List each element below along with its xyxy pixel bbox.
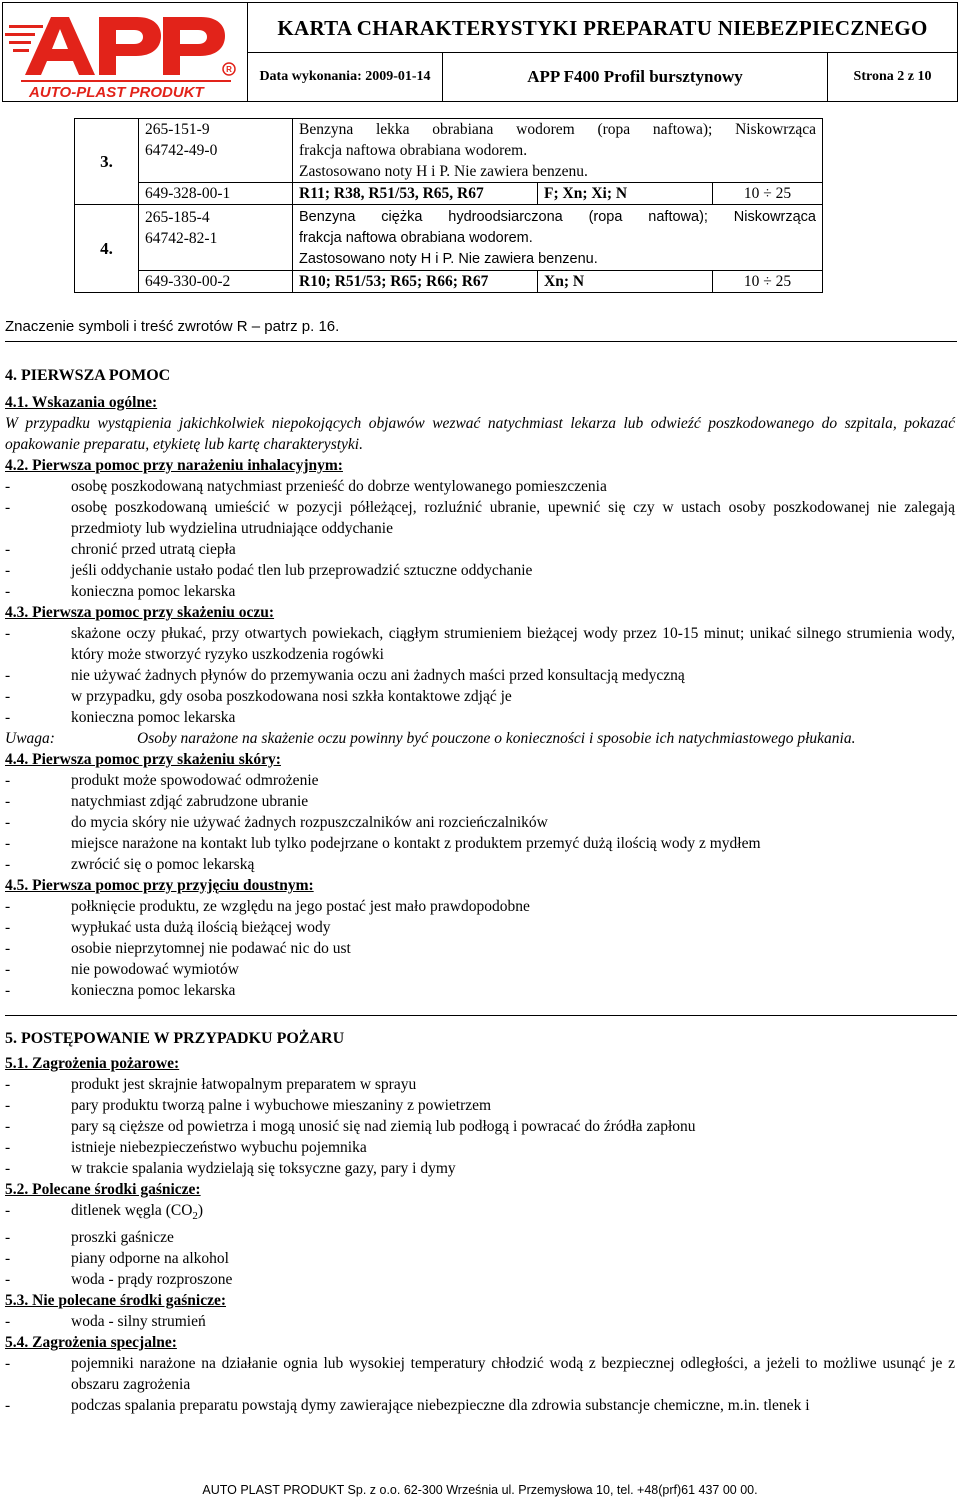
r-phrases: R11; R38, R51/53, R65, R67 bbox=[293, 183, 538, 205]
section-4-4-heading: 4.4. Pierwsza pomoc przy skażeniu skóry: bbox=[5, 751, 281, 768]
section-5-1-list bbox=[5, 1074, 955, 1179]
list-item: - woda - prądy rozproszone bbox=[5, 1271, 233, 1289]
section-5-title: 5. POSTĘPOWANIE W PRZYPADKU POŻARU bbox=[5, 1030, 345, 1047]
list-item: - osobie nieprzytomnej nie podawać nic do ust bbox=[5, 940, 351, 957]
list-item: - w przypadku, gdy osoba poszkodowana nosi szkła kontaktowe zdjąć je bbox=[5, 688, 512, 705]
list-item: - produkt jest skrajnie łatwopalnym preparatem w sprayu bbox=[5, 1076, 417, 1093]
list-item: - istnieje niebezpieczeństwo wybuchu pojemnika bbox=[5, 1139, 367, 1156]
cas-numbers: 265-151-9 64742-49-0 bbox=[139, 119, 293, 183]
section-5-3-heading: 5.3. Nie polecane środki gaśnicze: bbox=[5, 1292, 227, 1310]
list-item: - produkt może spowodować odmrożenie bbox=[5, 772, 319, 789]
list-item: - pojemniki narażone na działanie ognia lub wysokiej temperatury chłodzić wodą z bezpiecznej odległości, a jeżeli to możliwe usunąć je z obszaru zagrożenia bbox=[5, 1355, 955, 1394]
main-content bbox=[5, 365, 955, 1416]
document-header bbox=[2, 2, 958, 102]
list-item: - konieczna pomoc lekarska bbox=[5, 709, 236, 726]
component-name: Benzyna lekka obrabiana wodorem (ropa naftowa); Niskowrząca frakcja naftowa obrabiana wodorem. Zastosowano noty H i P. Nie zawiera benzenu. bbox=[293, 119, 823, 183]
section-4-2-heading: 4.2. Pierwsza pomoc przy narażeniu inhalacyjnym: bbox=[5, 457, 343, 474]
section-4-3-heading: 4.3. Pierwsza pomoc przy skażeniu oczu: bbox=[5, 604, 275, 621]
list-item: - ditlenek węgla $(CO_2)$ bbox=[5, 1202, 204, 1223]
concentration: 10 ÷ 25 bbox=[713, 183, 823, 205]
r-phrases: R10; R51/53; R65; R66; R67 bbox=[293, 271, 538, 293]
table-row bbox=[75, 183, 823, 205]
hazard-symbols: F; Xn; Xi; N bbox=[538, 183, 713, 205]
section-4-title: 4. PIERWSZA POMOC bbox=[5, 367, 171, 384]
warning-label: Uwaga: bbox=[5, 730, 55, 747]
hazard-symbols: Xn; N bbox=[538, 271, 713, 293]
list-item: - wypłukać usta dużą ilością bieżącej wody bbox=[5, 919, 331, 936]
list-item: - chronić przed utratą ciepła bbox=[5, 541, 236, 558]
list-item: - miejsce narażone na kontakt lub tylko podejrzane o kontakt z produktem przemyć dużą ilością wody z mydłem bbox=[5, 835, 761, 852]
svg-text:R: R bbox=[226, 65, 232, 74]
list-item: - natychmiast zdjąć zabrudzone ubranie bbox=[5, 793, 309, 810]
section-4-1-heading: 4.1. Wskazania ogólne: bbox=[5, 394, 158, 411]
section-4-3-list bbox=[5, 623, 955, 728]
table-row bbox=[75, 271, 823, 293]
page-footer: AUTO PLAST PRODUKT Sp. z o.o. 62-300 Września ul. Przemysłowa 10, tel. +48(prf)61 437 00 00. bbox=[202, 1483, 758, 1497]
component-number: 4. bbox=[75, 205, 139, 293]
section-4-5-list bbox=[5, 896, 955, 1001]
cas-numbers: 265-185-4 64742-82-1 bbox=[139, 205, 293, 271]
list-item: - jeśli oddychanie ustało podać tlen lub przeprowadzić sztuczne oddychanie bbox=[5, 562, 533, 579]
component-name: Benzyna ciężka hydroodsiarczona (ropa naftowa); Niskowrząca frakcja naftowa obrabiana wodorem. Zastosowano noty H i P. Nie zawiera benzenu. bbox=[293, 205, 823, 271]
list-item: - osobę poszkodowaną natychmiast przenieść do dobrze wentylowanego pomieszczenia bbox=[5, 478, 607, 495]
list-item: - pary są cięższe od powietrza i mogą unosić się nad ziemią lub podłogą i powracać do źródła zapłonu bbox=[5, 1118, 696, 1135]
list-item: - do mycia skóry nie używać żadnych rozpuszczalników ani rozcieńczalników bbox=[5, 814, 548, 831]
product-name: APP F400 Profil bursztynowy bbox=[443, 53, 828, 101]
list-item: - konieczna pomoc lekarska bbox=[5, 583, 236, 600]
section-5-2-heading: 5.2. Polecane środki gaśnicze: bbox=[5, 1181, 201, 1198]
section-5-1-heading: 5.1. Zagrożenia pożarowe: bbox=[5, 1055, 180, 1072]
section-5-4-list bbox=[5, 1353, 955, 1416]
section-4-2-list bbox=[5, 476, 955, 602]
list-item: - zwrócić się o pomoc lekarską bbox=[5, 856, 255, 873]
list-item: - woda - silny strumień bbox=[5, 1313, 206, 1331]
list-item: - w trakcie spalania wydzielają się toksyczne gazy, pary i dymy bbox=[5, 1160, 456, 1177]
section-5-4-heading: 5.4. Zagrożenia specjalne: bbox=[5, 1334, 177, 1352]
list-item: - pary produktu tworzą palne i wybuchowe mieszaniny z powietrzem bbox=[5, 1097, 492, 1114]
app-logo bbox=[3, 3, 248, 101]
section-5-3-list bbox=[5, 1311, 955, 1332]
list-item: - piany odporne na alkohol bbox=[5, 1250, 229, 1268]
component-number: 3. bbox=[75, 119, 139, 205]
list-item: - podczas spalania preparatu powstają dymy zawierające niebezpieczne dla zdrowia substancje chemiczne, m.in. tlenek i bbox=[5, 1397, 810, 1415]
list-item: - skażone oczy płukać, przy otwartych powiekach, ciągłym strumieniem bieżącej wody przez 10-15 minut; unikać silnego strumienia wody, który może stworzyć ryzyko uszkodzenia rogówki bbox=[5, 625, 955, 663]
list-item: - połknięcie produktu, ze względu na jego postać jest mało prawdopodobne bbox=[5, 898, 530, 915]
section-4-4-list bbox=[5, 770, 955, 875]
list-item: - nie używać żadnych płynów do przemywania oczu ani żadnych maści przed konsultacją medyczną bbox=[5, 667, 685, 684]
list-item: - konieczna pomoc lekarska bbox=[5, 982, 236, 999]
section-4-5-heading: 4.5. Pierwsza pomoc przy przyjęciu doustnym: bbox=[5, 877, 314, 894]
section-4-1-text: W przypadku wystąpienia jakichkolwiek niepokojących objawów wezwać natychmiast lekarza lub odwieźć poszkodowanego do szpitala, pokazać opakowanie preparatu, etykietę lub kartę charakterystyki. bbox=[5, 415, 955, 453]
table-row bbox=[75, 119, 823, 183]
issue-date: Data wykonania: 2009-01-14 bbox=[248, 53, 443, 101]
section-5-2-list bbox=[5, 1200, 955, 1290]
page-number: Strona 2 z 10 bbox=[853, 69, 932, 84]
warning-note bbox=[5, 728, 955, 749]
svg-text:AUTO-PLAST PRODUKT: AUTO-PLAST PRODUKT bbox=[29, 84, 204, 101]
app-logo-graphic bbox=[3, 3, 248, 101]
index-number: 649-328-00-1 bbox=[139, 183, 293, 205]
list-item: - osobę poszkodowaną umieścić w pozycji półleżącej, rozluźnić ubranie, upewnić się czy w ustach osoby poszkodowanej nie zalegają przedmioty lub wydzielina utrudniające oddychanie bbox=[5, 499, 955, 537]
table-row bbox=[75, 205, 823, 271]
index-number: 649-330-00-2 bbox=[139, 271, 293, 293]
document-title: KARTA CHARAKTERYSTYKI PREPARATU NIEBEZPIECZNEGO bbox=[248, 3, 957, 53]
list-item: - nie powodować wymiotów bbox=[5, 961, 239, 978]
symbols-note: Znaczenie symboli i treść zwrotów R – patrz p. 16. bbox=[5, 318, 340, 335]
concentration: 10 ÷ 25 bbox=[713, 271, 823, 293]
warning-text: Osoby narażone na skażenie oczu powinny być pouczone o konieczności i sposobie ich natychmiastowego płukania. bbox=[137, 730, 856, 747]
composition-table bbox=[74, 118, 823, 293]
list-item: - proszki gaśnicze bbox=[5, 1229, 174, 1247]
divider bbox=[5, 341, 957, 342]
